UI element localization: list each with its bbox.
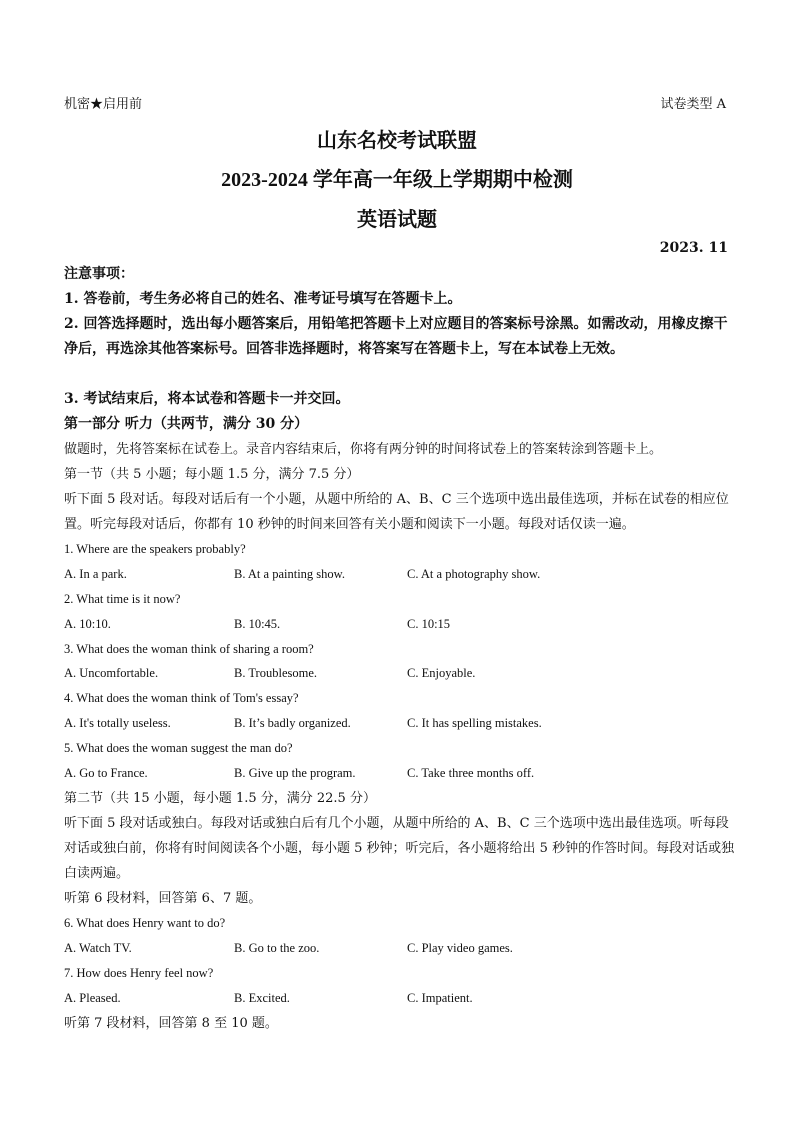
section2-instructions: 听下面 5 段对话或独白。每段对话或独白后有几个小题，从题中所给的 A、B、C 三个选项中选出最佳选项。听每段对话或独白前，你将有时间阅读各个小题，每小题 5 秒钟；听完后，各小题将给出 5 秒钟的作答时间。每段对话或独白读两遍。: [64, 816, 735, 881]
question-5-option-b: B. Give up the program.: [234, 766, 356, 780]
question-3-option-b: B. Troublesome.: [234, 666, 318, 680]
notice-heading: 注意事项：: [64, 266, 134, 282]
question-6-option-c: C. Play video games.: [407, 941, 513, 955]
question-4-option-a: A. It's totally useless.: [64, 716, 171, 730]
notice-item-3: 3. 考试结束后，将本试卷和答题卡一并交回。: [64, 391, 350, 407]
question-6-option-a: A. Watch TV.: [64, 941, 132, 955]
question-6: 6. What does Henry want to do?: [64, 916, 226, 930]
material-7-instruction: 听第 7 段材料，回答第 8 至 10 题。: [64, 1016, 278, 1031]
question-5-option-c: C. Take three months off.: [407, 766, 535, 780]
question-1: 1. Where are the speakers probably?: [64, 542, 246, 556]
paper-type-label: 试卷类型 A: [660, 97, 726, 112]
question-7-option-a: A. Pleased.: [64, 991, 121, 1005]
confidential-label: 机密★启用前: [64, 97, 143, 112]
question-2-option-b: B. 10:45.: [234, 617, 281, 631]
exam-date: 2023. 11: [659, 240, 728, 256]
question-3: 3. What does the woman think of sharing a room?: [64, 642, 314, 656]
part1-intro: 做题时，先将答案标在试卷上。录音内容结束后，你将有两分钟的时间将试卷上的答案转涂到答题卡上。: [64, 442, 663, 457]
material-6-instruction: 听第 6 段材料，回答第 6、7 题。: [64, 891, 262, 906]
notice-item-2: 2. 回答选择题时，选出每小题答案后，用铅笔把答题卡上对应题目的答案标号涂黑。如需改动，用橡皮擦干净后，再选涂其他答案标号。回答非选择题时，将答案写在答题卡上，写在本试卷上无效。: [64, 316, 728, 357]
question-3-option-c: C. Enjoyable.: [407, 666, 476, 680]
question-2: 2. What time is it now?: [64, 592, 181, 606]
question-2-option-c: C. 10:15: [407, 617, 451, 631]
question-5-option-a: A. Go to France.: [64, 766, 148, 780]
notice-item-1: 1. 答卷前，考生务必将自己的姓名、准考证号填写在答题卡上。: [64, 291, 462, 307]
question-4: 4. What does the woman think of Tom's essay?: [64, 691, 299, 705]
question-3-option-a: A. Uncomfortable.: [64, 666, 159, 680]
question-6-option-b: B. Go to the zoo.: [234, 941, 320, 955]
question-5: 5. What does the woman suggest the man do?: [64, 741, 293, 755]
part1-heading: 第一部分 听力（共两节，满分 30 分）: [64, 416, 309, 432]
question-1-option-a: A. In a park.: [64, 567, 127, 581]
section1-heading: 第一节（共 5 小题；每小题 1.5 分，满分 7.5 分）: [64, 467, 360, 482]
question-1-option-b: B. At a painting show.: [234, 567, 345, 581]
subject-title: 英语试题: [357, 209, 437, 231]
question-1-option-c: C. At a photography show.: [407, 567, 541, 581]
question-7-option-c: C. Impatient.: [407, 991, 473, 1005]
exam-organizer-title: 山东名校考试联盟: [317, 130, 477, 152]
question-7-option-b: B. Excited.: [234, 991, 290, 1005]
question-7: 7. How does Henry feel now?: [64, 966, 214, 980]
section1-instructions: 听下面 5 段对话。每段对话后有一个小题，从题中所给的 A、B、C 三个选项中选出最佳选项，并标在试卷的相应位置。听完每段对话后，你都有 10 秒钟的时间来回答有关小题和阅读下一小题。每段对话仅读一遍。: [64, 492, 729, 532]
question-2-option-a: A. 10:10.: [64, 617, 111, 631]
exam-name-title: 2023-2024 学年高一年级上学期期中检测: [221, 169, 573, 191]
question-4-option-c: C. It has spelling mistakes.: [407, 716, 542, 730]
question-4-option-b: B. It’s badly organized.: [234, 716, 351, 730]
section2-heading: 第二节（共 15 小题，每小题 1.5 分，满分 22.5 分）: [64, 791, 376, 806]
